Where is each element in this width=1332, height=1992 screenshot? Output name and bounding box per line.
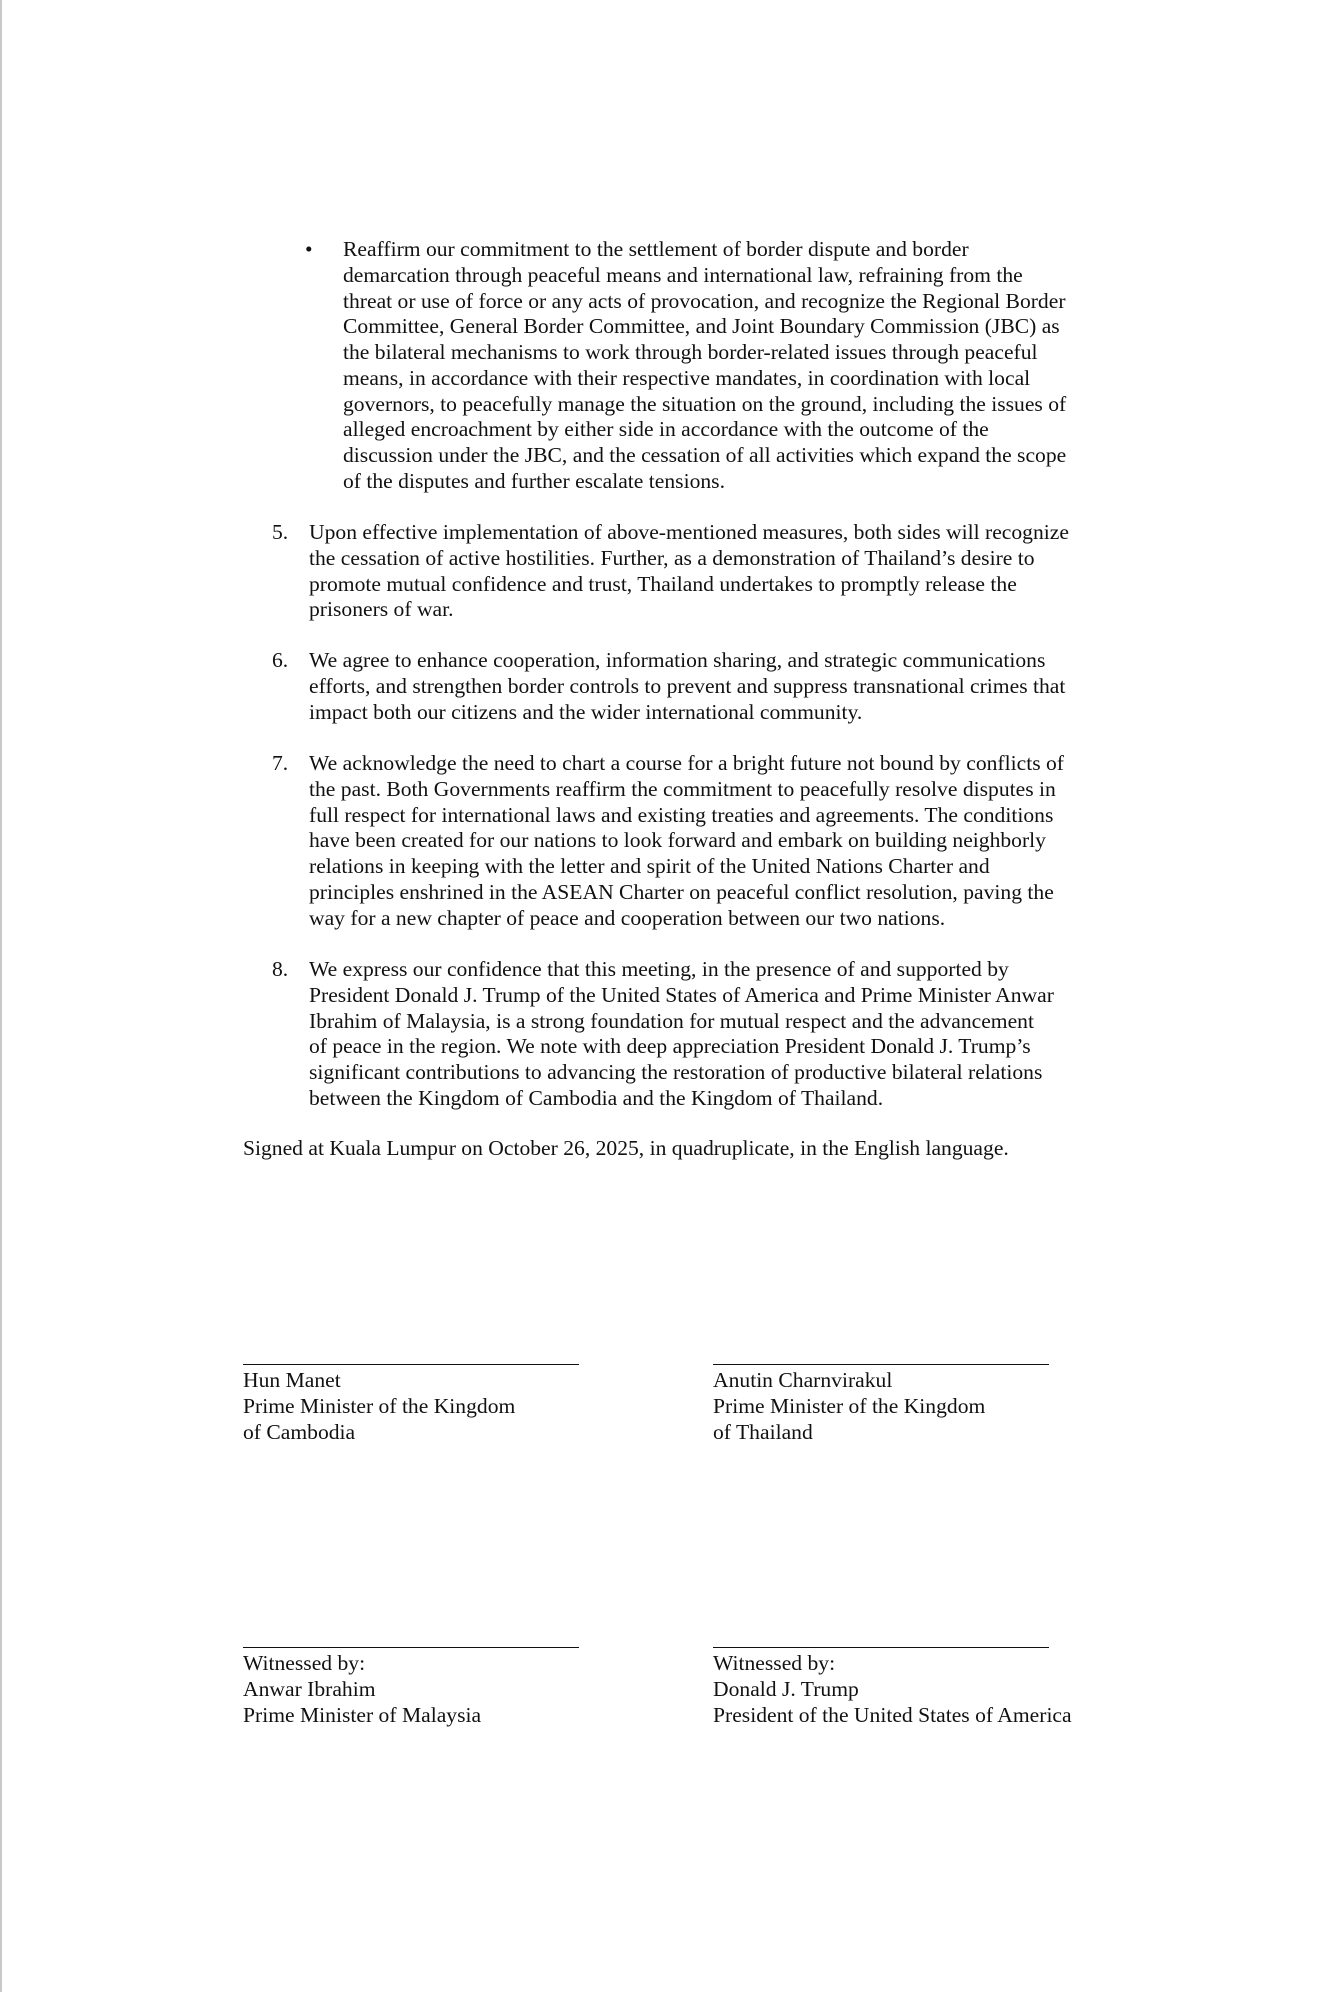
signed-statement: Signed at Kuala Lumpur on October 26, 2025, in quadruplicate, in the English language. — [243, 1136, 1009, 1160]
witness-block-usa — [713, 1647, 1072, 1728]
witness-label: Witnessed by: — [243, 1651, 366, 1675]
signatory-title: of Cambodia — [243, 1419, 356, 1444]
text-line: Ibrahim of Malaysia, is a strong foundation for mutual respect and the advancement — [309, 1008, 1034, 1033]
signatory-name: Anutin Charnvirakul — [713, 1368, 893, 1392]
text-line: Upon effective implementation of above-mentioned measures, both sides will recognize — [309, 520, 1069, 544]
text-line: have been created for our nations to look forward and embark on building neighborly — [309, 828, 1046, 853]
signatory-title: Prime Minister of the Kingdom — [243, 1393, 516, 1418]
text-line: principles enshrined in the ASEAN Charter on peaceful conflict resolution, paving the — [309, 879, 1054, 904]
text-line: efforts, and strengthen border controls to prevent and suppress transnational crimes that — [309, 673, 1066, 698]
text-line: We agree to enhance cooperation, information sharing, and strategic communications — [309, 648, 1046, 672]
witness-block-malaysia — [243, 1647, 583, 1728]
witness-label: Witnessed by: — [713, 1651, 836, 1675]
paragraph-number: 5. — [272, 520, 289, 544]
text-line: way for a new chapter of peace and cooperation between our two nations. — [309, 905, 946, 930]
text-line: prisoners of war. — [309, 597, 454, 622]
paragraph-number: 8. — [272, 957, 289, 981]
paragraph-text — [309, 520, 1069, 623]
text-line: Reaffirm our commitment to the settlement of border dispute and border — [343, 237, 969, 261]
paragraph-text — [309, 957, 1054, 1112]
paragraph-number: 7. — [272, 751, 289, 775]
signatory-title: of Thailand — [713, 1419, 813, 1444]
witness-name: Anwar Ibrahim — [243, 1676, 376, 1701]
text-line: threat or use of force or any acts of provocation, and recognize the Regional Border — [343, 288, 1066, 313]
signature-line — [713, 1647, 1049, 1648]
signatory-title: Prime Minister of the Kingdom — [713, 1393, 986, 1418]
paragraph-text — [309, 751, 1064, 931]
text-line: governors, to peacefully manage the situation on the ground, including the issues of — [343, 391, 1067, 416]
text-line: President Donald J. Trump of the United States of America and Prime Minister Anwar — [309, 982, 1054, 1007]
witness-title: Prime Minister of Malaysia — [243, 1702, 482, 1727]
text-line: impact both our citizens and the wider international community. — [309, 699, 863, 724]
text-line: relations in keeping with the letter and spirit of the United Nations Charter and — [309, 854, 990, 878]
text-line: Committee, General Border Committee, and Joint Boundary Commission (JBC) as — [343, 314, 1060, 339]
text-line: means, in accordance with their respective mandates, in coordination with local — [343, 365, 1031, 390]
signatory-name: Hun Manet — [243, 1368, 341, 1392]
bullet-item-text — [343, 237, 1066, 495]
signature-block-cambodia — [243, 1364, 583, 1445]
signature-line — [243, 1364, 579, 1365]
witness-name: Donald J. Trump — [713, 1676, 859, 1701]
text-line: full respect for international laws and existing treaties and agreements. The conditions — [309, 802, 1054, 827]
text-line: demarcation through peaceful means and international law, refraining from the — [343, 262, 1023, 287]
paragraph-number: 6. — [272, 648, 289, 672]
witness-title: President of the United States of America — [713, 1702, 1072, 1727]
text-line: the past. Both Governments reaffirm the commitment to peacefully resolve disputes in — [309, 776, 1056, 801]
text-line: significant contributions to advancing the restoration of productive bilateral relations — [309, 1060, 1043, 1084]
bullet-icon: • — [305, 237, 313, 261]
paragraph-text — [309, 648, 1065, 725]
text-line: the cessation of active hostilities. Further, as a demonstration of Thailand’s desire to — [309, 545, 1035, 570]
text-line: of peace in the region. We note with deep appreciation President Donald J. Trump’s — [309, 1034, 1031, 1059]
signature-line — [243, 1647, 579, 1648]
text-line: alleged encroachment by either side in accordance with the outcome of the — [343, 417, 989, 442]
signature-line — [713, 1364, 1049, 1365]
text-line: We acknowledge the need to chart a course for a bright future not bound by conflicts of — [309, 751, 1064, 775]
text-line: the bilateral mechanisms to work through border-related issues through peaceful — [343, 340, 1038, 364]
text-line: of the disputes and further escalate tensions. — [343, 468, 725, 493]
text-line: discussion under the JBC, and the cessation of all activities which expand the scope — [343, 443, 1067, 467]
text-line: between the Kingdom of Cambodia and the Kingdom of Thailand. — [309, 1085, 884, 1110]
text-line: promote mutual confidence and trust, Thailand undertakes to promptly release the — [309, 571, 1017, 596]
text-line: We express our confidence that this meeting, in the presence of and supported by — [309, 957, 1009, 981]
signature-block-thailand — [713, 1364, 1053, 1445]
